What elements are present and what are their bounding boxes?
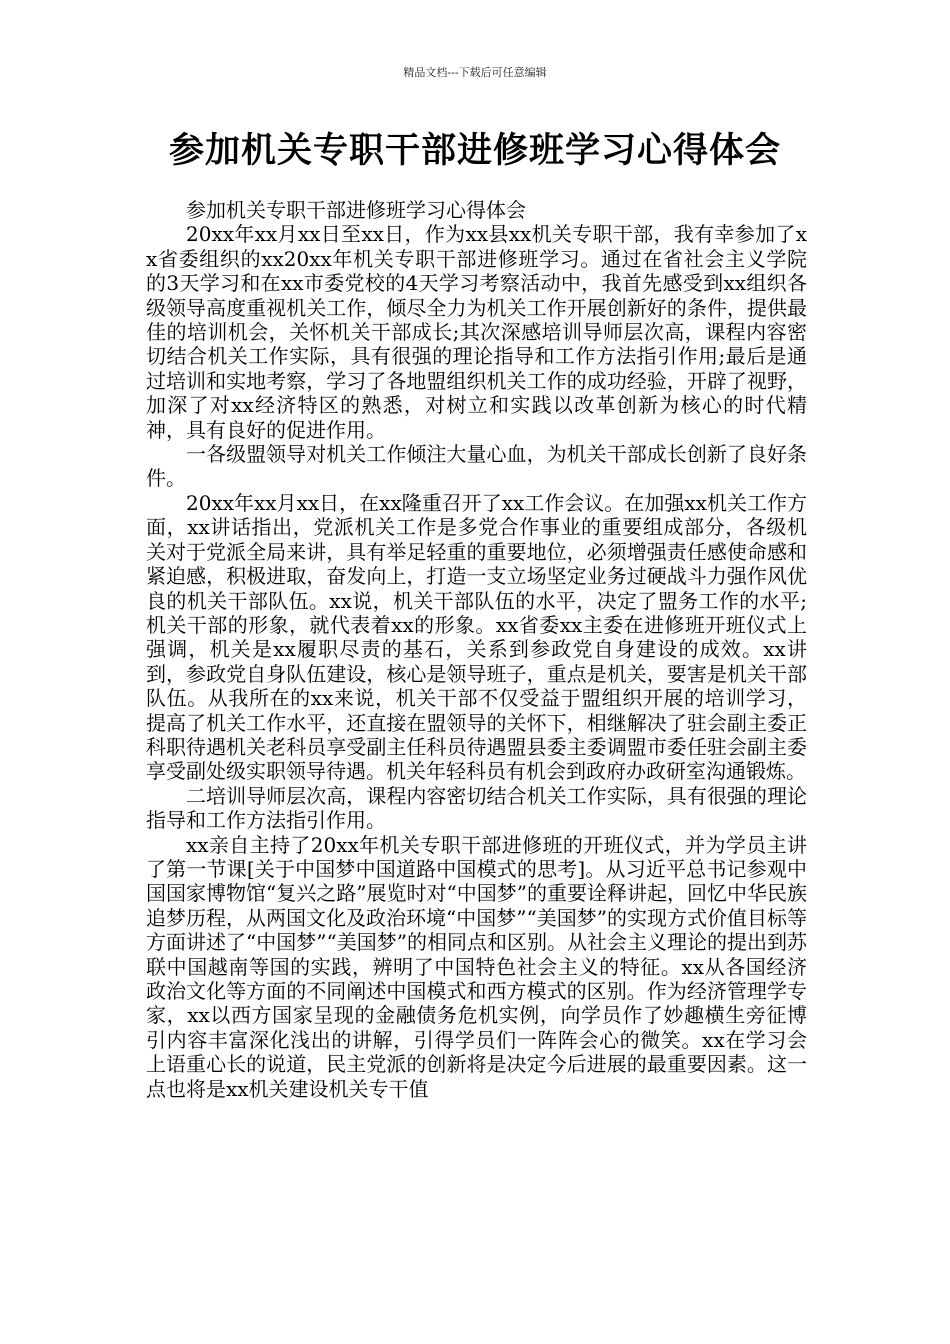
document-title: 参加机关专职干部进修班学习心得体会 xyxy=(168,131,781,171)
paragraph-heading-two: 二培训导师层次高，课程内容密切结合机关工作实际，具有很强的理论指导和工作方法指引作用。 xyxy=(146,783,807,833)
paragraph-subtitle: 参加机关专职干部进修班学习心得体会 xyxy=(186,198,526,222)
page-header: 精品文档---下载后可任意编辑 xyxy=(403,66,547,79)
paragraph-intro: 20xx年xx月xx日至xx日，作为xx县xx机关专职干部，我有幸参加了xx省委组织的xx20xx年机关专职干部进修班学习。通过在省社会主义学院的3天学习和在xx市委党校的4天学习考察活动中，我首先感受到xx组织各级领导高度重视机关工作，倾尽全力为机关工作开展创新好的条件，提供最佳的培训机会，关怀机关干部成长;其次深感培训导师层次高，课程内容密切结合机关工作实际，具有很强的理论指导和工作方法指引作用;最后是通过培训和实地考察，学习了各地盟组织机关工作的成功经验，开辟了视野，加深了对xx经济特区的熟悉，对树立和实践以改革创新为核心的时代精神，具有良好的促进作用。 xyxy=(146,222,807,442)
paragraph-section-one: 20xx年xx月xx日，在xx隆重召开了xx工作会议。在加强xx机关工作方面，xx讲话指出，党派机关工作是多党合作事业的重要组成部分，各级机关对于党派全局来讲，具有举足轻重的重要地位，必须增强责任感使命感和紧迫感，积极进取，奋发向上，打造一支立场坚定业务过硬战斗力强作风优良的机关干部队伍。xx说，机关干部队伍的水平，决定了盟务工作的水平;机关干部的形象，就代表着xx的形象。xx省委xx主委在进修班开班仪式上强调，机关是xx履职尽责的基石，关系到参政党自身建设的成效。xx讲到，参政党自身队伍建设，核心是领导班子，重点是机关，要害是机关干部队伍。从我所在的xx来说，机关干部不仅受益于盟组织开展的培训学习，提高了机关工作水平，还直接在盟领导的关怀下，相继解决了驻会副主委正科职待遇机关老科员享受副主任科员待遇盟县委主委调盟市委任驻会副主委享受副处级实职领导待遇。机关年轻科员有机会到政府办政研室沟通锻炼。 xyxy=(146,490,807,784)
paragraph-section-two: xx亲自主持了20xx年机关专职干部进修班的开班仪式，并为学员主讲了第一节课[关于中国梦中国道路中国模式的思考]。从习近平总书记参观中国国家博物馆“复兴之路”展览时对“中国梦”的重要诠释讲起，回忆中华民族追梦历程，从两国文化及政治环境“中国梦”“美国梦”的实现方式价值目标等方面讲述了“中国梦”“美国梦”的相同点和区别。从社会主义理论的提出到苏联中国越南等国的实践，辨明了中国特色社会主义的特征。xx从各国经济政治文化等方面的不同阐述中国模式和西方模式的区别。作为经济管理学专家，xx以西方国家呈现的金融债务危机实例，向学员作了妙趣横生旁征博引内容丰富深化浅出的讲解，引得学员们一阵阵会心的微笑。xx在学习会上语重心长的说道，民主党派的创新将是决定今后进展的最重要因素。这一点也将是xx机关建设机关专干值 xyxy=(146,832,807,1101)
paragraph-heading-one: 一各级盟领导对机关工作倾注大量心血，为机关干部成长创新了良好条件。 xyxy=(146,442,807,491)
document-body xyxy=(146,198,807,1101)
